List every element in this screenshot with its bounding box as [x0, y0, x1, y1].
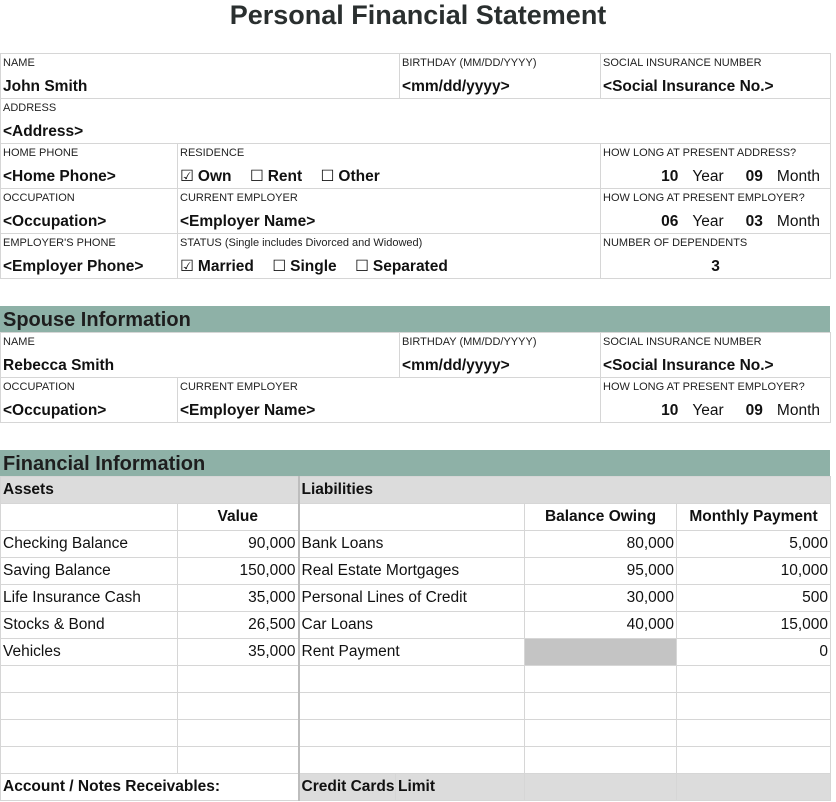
spouse-sin-cell[interactable]: [601, 333, 831, 378]
residence-rent-checkbox[interactable]: ☐ Rent: [249, 168, 303, 185]
balance-owing[interactable]: 95,000: [525, 558, 677, 585]
asset-value[interactable]: 26,500: [178, 612, 299, 639]
address-duration-value[interactable]: 10 Year 09 Month: [661, 168, 821, 185]
liabilities-header: Liabilities: [299, 477, 831, 504]
checkbox-icon: ☑: [180, 168, 194, 185]
sin-cell[interactable]: [601, 54, 831, 99]
spouse-sin-label: SOCIAL INSURANCE NUMBER: [603, 336, 762, 348]
monthly-payment[interactable]: 500: [677, 585, 831, 612]
spouse-name-cell[interactable]: [1, 333, 400, 378]
page-title: Personal Financial Statement: [229, 0, 607, 30]
employer-phone-label: EMPLOYER'S PHONE: [3, 237, 116, 249]
dependents-cell[interactable]: [601, 234, 831, 279]
spouse-birthday-label: BIRTHDAY (MM/DD/YYYY): [402, 336, 537, 348]
table-row: [1, 720, 831, 747]
spouse-sin-value[interactable]: <Social Insurance No.>: [603, 357, 774, 374]
address-duration-label: HOW LONG AT PRESENT ADDRESS?: [603, 147, 797, 159]
birthday-cell[interactable]: [400, 54, 601, 99]
table-row: [1, 558, 831, 585]
occupation-value[interactable]: <Occupation>: [3, 213, 107, 230]
residence-other-checkbox[interactable]: ☐ Other: [320, 168, 380, 185]
financial-table: [0, 476, 831, 801]
table-row: [1, 639, 831, 666]
spouse-table: [0, 332, 831, 423]
table-row: [1, 612, 831, 639]
table-row: [1, 747, 831, 774]
financial-section-header: Financial Information: [0, 450, 830, 476]
spouse-employer-duration-value[interactable]: 10 Year 09 Month: [661, 402, 821, 419]
employer-phone-cell[interactable]: [1, 234, 178, 279]
spouse-employer-duration-label: HOW LONG AT PRESENT EMPLOYER?: [603, 381, 805, 393]
occupation-label: OCCUPATION: [3, 192, 75, 204]
asset-name[interactable]: Life Insurance Cash: [1, 585, 178, 612]
balance-owing[interactable]: 80,000: [525, 531, 677, 558]
address-value[interactable]: <Address>: [3, 123, 84, 140]
spouse-employer-label: CURRENT EMPLOYER: [180, 381, 298, 393]
checkbox-icon: ☐: [354, 258, 369, 275]
residence-own-checkbox[interactable]: ☑ Own: [180, 168, 232, 185]
spouse-employer-value[interactable]: <Employer Name>: [180, 402, 316, 419]
spouse-employer-cell[interactable]: [178, 378, 601, 423]
liability-name[interactable]: Rent Payment: [299, 639, 525, 666]
sin-label: SOCIAL INSURANCE NUMBER: [603, 57, 762, 69]
employer-duration-value[interactable]: 06 Year 03 Month: [661, 213, 821, 230]
asset-name[interactable]: Saving Balance: [1, 558, 178, 585]
residence-label: RESIDENCE: [180, 147, 245, 159]
spouse-birthday-value[interactable]: <mm/dd/yyyy>: [402, 357, 510, 374]
address-cell[interactable]: [1, 99, 831, 144]
table-row: [1, 693, 831, 720]
assets-header: Assets: [1, 477, 299, 504]
employer-duration-cell[interactable]: [601, 189, 831, 234]
name-label: NAME: [3, 57, 35, 69]
asset-name[interactable]: Vehicles: [1, 639, 178, 666]
liability-name[interactable]: Bank Loans: [299, 531, 525, 558]
spouse-employer-duration-cell[interactable]: [601, 378, 831, 423]
checkbox-icon: ☐: [249, 168, 264, 185]
asset-name[interactable]: Checking Balance: [1, 531, 178, 558]
sin-value[interactable]: <Social Insurance No.>: [603, 78, 774, 95]
table-row: [1, 585, 831, 612]
checkbox-icon: ☑: [180, 258, 194, 275]
birthday-label: BIRTHDAY (MM/DD/YYYY): [402, 57, 537, 69]
residence-cell: [178, 144, 601, 189]
balance-column-header: Balance Owing: [525, 504, 677, 531]
home-phone-label: HOME PHONE: [3, 147, 79, 159]
payment-column-header: Monthly Payment: [677, 504, 831, 531]
table-row: [1, 666, 831, 693]
asset-blank-header: [1, 504, 178, 531]
residence-options: [180, 166, 598, 188]
checkbox-icon: ☐: [320, 168, 335, 185]
name-cell[interactable]: [1, 54, 400, 99]
liability-name[interactable]: Personal Lines of Credit: [299, 585, 525, 612]
asset-value[interactable]: 35,000: [178, 585, 299, 612]
liability-name[interactable]: Real Estate Mortgages: [299, 558, 525, 585]
employer-label: CURRENT EMPLOYER: [180, 192, 298, 204]
monthly-payment[interactable]: 15,000: [677, 612, 831, 639]
dependents-label: NUMBER OF DEPENDENTS: [603, 237, 748, 249]
receivables-label: Account / Notes Receivables:: [1, 774, 299, 801]
occupation-cell[interactable]: [1, 189, 178, 234]
address-label: ADDRESS: [3, 102, 57, 114]
spouse-occupation-cell[interactable]: [1, 378, 178, 423]
status-cell: [178, 234, 601, 279]
balance-owing[interactable]: 40,000: [525, 612, 677, 639]
monthly-payment[interactable]: 5,000: [677, 531, 831, 558]
limit-label: Limit: [396, 774, 525, 801]
liability-name[interactable]: Car Loans: [299, 612, 525, 639]
dependents-value[interactable]: 3: [711, 258, 720, 275]
employer-phone-value[interactable]: <Employer Phone>: [3, 258, 144, 275]
asset-value[interactable]: 35,000: [178, 639, 299, 666]
monthly-payment[interactable]: 10,000: [677, 558, 831, 585]
asset-value[interactable]: 90,000: [178, 531, 299, 558]
credit-cards-label: Credit Cards: [299, 774, 396, 801]
asset-name[interactable]: Stocks & Bond: [1, 612, 178, 639]
status-label: STATUS (Single includes Divorced and Widowed): [180, 237, 423, 249]
value-column-header: Value: [178, 504, 299, 531]
asset-value[interactable]: 150,000: [178, 558, 299, 585]
address-duration-cell[interactable]: [601, 144, 831, 189]
home-phone-cell[interactable]: [1, 144, 178, 189]
balance-owing[interactable]: 30,000: [525, 585, 677, 612]
status-separated-checkbox[interactable]: ☐ Separated: [354, 258, 448, 275]
balance-owing: [525, 639, 677, 666]
employer-duration-label: HOW LONG AT PRESENT EMPLOYER?: [603, 192, 805, 204]
monthly-payment[interactable]: 0: [677, 639, 831, 666]
status-married-checkbox[interactable]: ☑ Married: [180, 258, 254, 275]
spouse-section-header: Spouse Information: [0, 306, 830, 332]
employer-value[interactable]: <Employer Name>: [180, 213, 316, 230]
spouse-birthday-cell[interactable]: [400, 333, 601, 378]
spouse-name-value[interactable]: Rebecca Smith: [3, 357, 115, 374]
spouse-name-label: NAME: [3, 336, 35, 348]
spouse-occupation-label: OCCUPATION: [3, 381, 75, 393]
applicant-table: [0, 53, 831, 279]
status-options: [180, 256, 598, 278]
spouse-occupation-value[interactable]: <Occupation>: [3, 402, 107, 419]
name-value[interactable]: John Smith: [3, 78, 88, 95]
checkbox-icon: ☐: [272, 258, 287, 275]
birthday-value[interactable]: <mm/dd/yyyy>: [402, 78, 510, 95]
table-row: [1, 531, 831, 558]
liability-blank-header: [299, 504, 525, 531]
home-phone-value[interactable]: <Home Phone>: [3, 168, 116, 185]
employer-cell[interactable]: [178, 189, 601, 234]
status-single-checkbox[interactable]: ☐ Single: [272, 258, 337, 275]
